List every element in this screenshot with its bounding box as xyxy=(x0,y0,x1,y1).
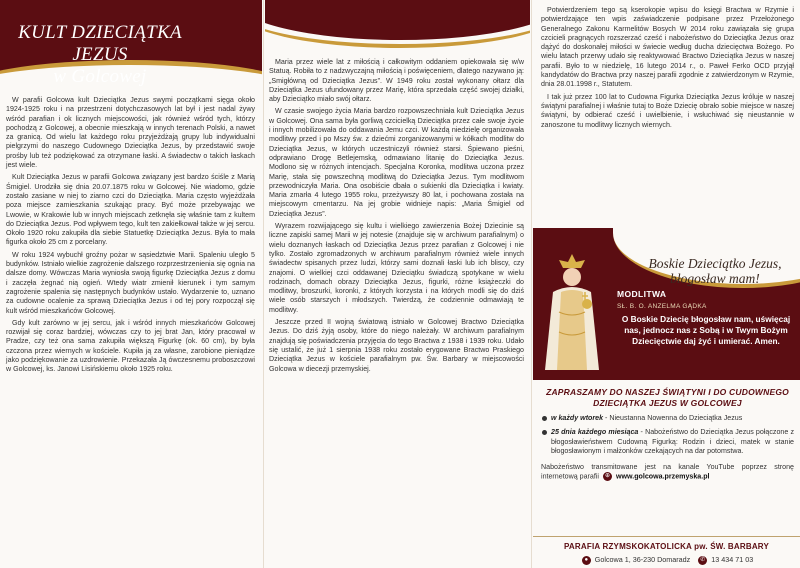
paragraph: Potwierdzeniem tego są kserokopie wpisu do księgi Bractwa w Rzymie i potwierdzające ten wpis zaświadczenie podpisane przez Przełożonego Generalnego Zakonu Karmelitów Bosych W 2014 roku zawiązała się grupa czcicieli pragnących rozszerzać cześć i nabożeństwo do Dzieciątka Jezus oraz dążyć do doskonałej miłości w świecie według ducha dziecięctwa Bożego. Po wielu latach przerwy udało się reaktywować Bractwo Dzieciątka Jezus w naszej parafii. Było to w niedzielę, 16 lutego 2014 r., o. Paweł Ferko OCD przyjął kandydatów do Bractwa przy naszej parafii zgodnie z zatwierdzonym w Rzymie, dnia 28.01.1998 r., Statutem. xyxy=(541,6,794,89)
bullet-icon xyxy=(542,430,547,435)
column-2 xyxy=(265,0,530,568)
parish-website-link[interactable]: www.golcowa.przemyska.pl xyxy=(615,472,710,481)
paragraph: W czasie swojego życia Maria bardzo rozpowszechniała kult Dzieciątka Jezus w Golcowej. Ona sama była gorliwą czcicielką Dzieciątka przez całe swoje życie i innych mobilizowała do oddawania Jemu czci. W każdą niedzielę organizowała modlitwy przed i po Mszy św. z dziećmi zorganizowanymi w kółkach modlitw do Dzieciątka Jezus, w których uczestniczyli również starsi. Śpiewano pieśni, odprawiano Drogę Betlejemską, odmawiano litanię do Dzieciątka Jezus. Modlono się w różnych intencjach. Specjalna Koronka, modlitwa uczona przez Marię, stała się powszechną modlitwą do Dzieciątka Jezus. Tym modlitwom przewodniczyła Maria. Ona osobiście dbała o sukienki dla Dzieciątka i kwiaty. Maria zmarła 4 lutego 1955 roku, przeżywszy 80 lat, i pochowana została na miejscowym cmentarzu. Na jej grobie widnieje napis: „Maria Śmigiel od Dzieciątka Jezus”. xyxy=(269,107,524,218)
schedule-text: - Nabożeństwo do Dzieciątka Jezus połączone z błogosławieństwem Cudowną Figurką: Rodzin i dzieci, matek w stanie błogosławionym i małżonków czekających na dar potomstwa. xyxy=(551,428,795,455)
prayer-author: SŁ. B. O. ANZELMA GĄDKA xyxy=(617,303,707,310)
prayer-text: O Boskie Dziecię błogosław nam, uświęcaj nas, jednocz nas z Sobą i w Twym Bożym Dziecięctwie daj żyć i umierać. Amen. xyxy=(621,314,791,346)
parish-contact xyxy=(533,555,800,565)
schedule-text: - Nieustanna Nowenna do Dzieciątka Jezus xyxy=(603,414,743,422)
column-3-text xyxy=(541,6,794,133)
parish-name: PARAFIA RZYMSKOKATOLICKA pw. ŚW. BARBARY xyxy=(563,542,770,551)
invitation-section xyxy=(541,383,794,482)
schedule-item xyxy=(541,428,794,456)
location-pin-icon: ● xyxy=(582,556,591,565)
title-banner xyxy=(0,0,262,90)
paragraph: W roku 1924 wybuchł groźny pożar w sąsiedztwie Marii. Spaleniu uległo 5 budynków. Istniało wielkie zagrożenie dalszego rozprzestrzenienia się ognia na dalsze domy. Wówczas Maria wyniosła swoją figurkę Dzieciątka Jezus z domu i zaczęła żegnać nią ogień. Wtedy wiatr zmienił kierunek i tym samym zagrożenie spalenia się następnych budynków ustało. Wydarzenie to, uznano za cudowne ocalenie za sprawą Dzieciątka Jezus i od tej pory rozpoczął się kult wśród mieszkańców Golcowej. xyxy=(6,250,255,315)
prayer-heading: MODLITWA xyxy=(617,289,667,299)
blessing-text: Boskie Dzieciątko Jezus, błogosław mam! xyxy=(648,256,782,286)
schedule-day: 25 dnia każdego miesiąca xyxy=(551,428,639,437)
youtube-text: Nabożeństwo transmitowane jest na kanale YouTube poprzez stronę internetową parafii xyxy=(541,463,794,481)
paragraph: W parafii Golcowa kult Dzieciątka Jezus swymi początkami sięga około 1924-1925 roku i na przestrzeni dotychczasowych lat był i jest nadal żywy wśród parafian i ok licznych miejscowości, jak również wśród tych, którzy pochodzą z Golcowej, a obecnie mieszkają w innych terenach Polski, a nawet za granicą. Od wielu lat każdego roku przyjeżdżają grupy lub indywidualni pielgrzymi do naszego Cudownego Dzieciątka Jezus, by przedstawić swoje prośby lub też podziękować za otrzymane łaski. A świadectw o takich łaskach jest wiele. xyxy=(6,96,255,170)
column-1 xyxy=(0,0,262,568)
infant-jesus-figure-icon xyxy=(539,252,605,372)
parish-address: Golcowa 1, 36-230 Domaradz xyxy=(594,555,691,564)
paragraph: Wyrazem rozwijającego się kultu i wielkiego zawierzenia Bożej Dziecinie są liczne zapiski samej Marii w jej notesie (znajduje się w archiwum parafialnym) o wielu doznanych łaskach od Dzieciątka Jezus przez parafian z Golcowej i nie tylko. Zostało zgromadzonych w archiwum parafialnym również wiele innych świadectw spisanych przez ludzi, którzy sami doznali łaski lub ich bliscy, czy znajomi. O wielkiej czci oddawanej Dzieciątku świadczą spotykane w wielu rodzinach, domach obrazy Dzieciątka Jezus, figurki, różne książeczki do modlitwy, broszurki, koronki, z których korzysta i na których modli się do dziś wiele osób starszych i młodszych. Twierdzą, że codziennie odmawiają te modlitwy. xyxy=(269,222,524,314)
phone-icon: ✆ xyxy=(700,556,706,563)
invitation-heading: ZAPRASZAMY DO NASZEJ ŚWIĄTYNI I DO CUDOWNEGO DZIECIĄTKA JEZUS W GOLCOWEJ xyxy=(546,387,789,408)
column-3 xyxy=(533,0,800,568)
column-1-text xyxy=(6,96,255,378)
youtube-info xyxy=(541,463,794,482)
title-line-1: KULT DZIECIĄTKA JEZUS xyxy=(18,22,182,65)
schedule-day: w każdy wtorek xyxy=(551,414,604,422)
schedule-item xyxy=(541,414,794,423)
paragraph: I tak już przez 100 lat to Cudowna Figurka Dzieciątka Jezus króluje w naszej świątyni parafialnej i właśnie tutaj to Boże Dziecię obrało sobie miejsce w naszej świątyni, by odbierać cześć i uwielbienie, i wsłuchiwać się nieustannie w zanoszone tu modlitwy licznych wiernych. xyxy=(541,92,794,129)
paragraph: Kult Dzieciątka Jezus w parafii Golcowa związany jest bardzo ściśle z Marią Śmigiel. Urodziła się dnia 20.07.1875 roku w Golcowej. Nie wiadomo, gdzie zostało zasiane w niej to ziarno czci do Dzieciątka. Maria często wyjeżdżała poza miejsce zamieszkania szukając pracy. Być może przebywając we Lwowie, w Krakowie lub w innych miejscach zetknęła się właśnie tam z kultem do Dzieciątka Jezus. Pod wpływem tego, kult ten zakiełkował także w jej sercu. Około 1920 roku zakupiła dla siebie Statuetkę Dzieciątka Jezus. Była to mała figurka około 25 cm z porcelany. xyxy=(6,173,255,247)
globe-icon: ⊕ xyxy=(604,473,610,480)
parish-footer xyxy=(533,536,800,568)
title-line-2: w Golcowej xyxy=(53,66,147,87)
bullet-icon xyxy=(542,416,547,421)
column-2-text xyxy=(269,58,524,374)
paragraph: Jeszcze przed II wojną światową istniało w Golcowej Bractwo Dzieciątka Jezus. Do dziś żyją osoby, które do niego należały. W archiwum parafialnym znajdują się poświadczenia przyjęcia do tego Bractwa z 1938 i 1939 roku. Udało się ustalić, że już 1 sierpnia 1938 roku zostało erygowane Bractwo Praskiego Dzieciątka Jezus w kościele parafialnym pw. Św. Barbary w miejscowości Golcowa w diecezji przemyskiej. xyxy=(269,318,524,373)
column-divider xyxy=(263,0,264,568)
column-divider xyxy=(531,0,532,568)
page-title xyxy=(0,22,200,88)
paragraph: Maria przez wiele lat z miłością i całkowitym oddaniem opiekowała się w/w Statuą. Robiła to z nadzwyczajną miłością i poświęceniem, dlatego nazywano ją: „Smigłówną od Dzieciątka Jezus”. W 1949 roku został wykonany ołtarz dla Dzieciątka Jezus ufundowany przez Marię, która sprzedała część swojej działki, aby Dzieciątko miało swój ołtarz. xyxy=(269,58,524,104)
paragraph: Gdy kult zarówno w jej sercu, jak i wśród innych mieszkańców Golcowej rozwijał się coraz bardziej, wówczas czy to jej brat Jan, który pracował w Pradze, czy też ona sama zakupiła większą Figurkę (ok. 60 cm), by była czczona przez wiernych w kościele. Kupiła ją za własne, zarobione pieniądze jako podziękowanie za uzdrowienie. Przekazała Ją ówczesnemu proboszczowi w Golcowej, ks. Janowi Lisińskiemu około 1925 roku. xyxy=(6,318,255,374)
parish-phone: 13 434 71 03 xyxy=(711,555,754,564)
prayer-box xyxy=(533,228,800,380)
